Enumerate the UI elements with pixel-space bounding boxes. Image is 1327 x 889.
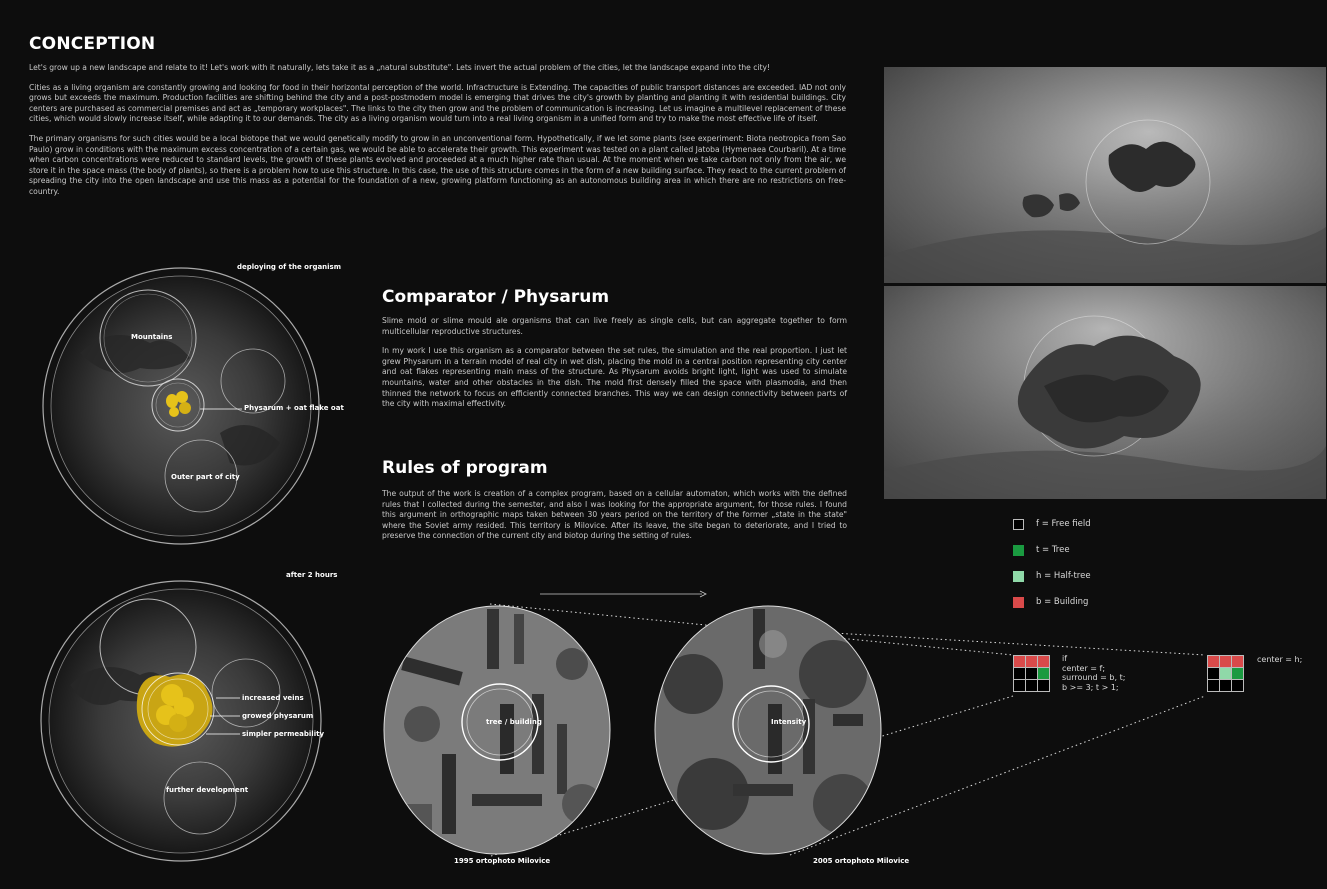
legend-swatch-tree [1013,545,1024,556]
grid2-cell [1232,656,1243,667]
aerial-image-top [884,67,1326,283]
legend-item-free: f = Free field [1013,511,1091,537]
legend-item-building: b = Building [1013,589,1091,615]
grid2-cell [1232,668,1243,679]
grid1-cell [1026,656,1037,667]
comparator-paragraph-2: In my work I use this organism as a comparator between the set rules, the simulation and the real proportion. I just let grew Physarum in a terrain model of real city in wet dish, placing the mold in a central position representing city center and oat flakes representing main mass of the structure. As Physarum avoids bright light, light was used to simulate mountains, water and other obstacles in the dish. The mold first densely filled the space with plasmodia, and then thinned the network to focus on efficiently connected branches. This way we can design connectivity between parts of the city with maximal effectivity. [382,346,847,409]
grid1-cell [1038,656,1049,667]
ortho-2005-label: Intensity [771,718,807,726]
dish2-label-permeability: simpler permeability [242,730,325,738]
comparator-text [382,316,847,410]
dish1-label-outer-city: Outer part of city [171,473,240,481]
rules-paragraph-1: The output of the work is creation of a complex program, based on a cellular automaton, which works with the defined rules that I collected during the semester, and also I was looking for the appropriate argument, for those rules. I found this argument in orthographic maps taken between 30 years period on the territory of the former „state in the state" where the Soviet army resided. This territory is Milovice. After its leave, the site began to deteriorate, and I tried to preserve the connection of the current city and biotop during the setting of rules. [382,489,847,541]
legend-item-half-tree: h = Half-tree [1013,563,1091,589]
rule-grid-1 [1013,655,1050,692]
aerial-bottom-overlay [884,286,1326,499]
grid1-cell [1038,680,1049,691]
comparator-paragraph-1: Slime mold or slime mould ale organisms that can live freely as single cells, but can aggregate together to form multicellular reproductive structures. [382,316,847,336]
conception-paragraph-3: The primary organisms for such cities would be a local biotope that we would genetically modify to grow in an unconventional form. Hypothetically, if we let some plants (see experiment: Biota neotropica from Sao Paulo) grow in conditions with the maximum excess concentration of a certain gas, we would be able to accelerate their growth. This experiment was tested on a plant called Jatoba (Hymenaea Courbaril). At a time when carbon concentrations were reduced to standard levels, the growth of these plants evolved and proceeded at a much higher rate than usual. At the moment when we take carbon not only from the air, we store it in the space mass (the body of plants), so there is a problem how to use this structure. In this case, the use of this structure comes in the form of a new building surface. They react to the current problem of spreading the city into the open landscape and use this mass as a potential for the foundation of a new, growing platform functioning as an autonomous building area in which there are no restrictions on free-country. [29,133,846,196]
grid1-cell [1014,668,1025,679]
conception-text [29,63,846,198]
legend-item-tree: t = Tree [1013,537,1091,563]
rules-title: Rules of program [382,458,548,478]
dish2-heading: after 2 hours [286,571,338,579]
grid1-cell [1026,680,1037,691]
dish2-label-veins: increased veins [242,694,304,702]
grid1-cell [1038,668,1049,679]
legend [1013,511,1091,615]
rules-text [382,489,847,542]
grid1-cell [1014,680,1025,691]
grid2-cell [1220,668,1231,679]
rule-2-code: center = h; [1257,655,1303,664]
conception-title: CONCEPTION [29,34,156,54]
aerial-top-overlay [884,67,1326,283]
ortho-1995-caption: 1995 ortophoto Milovice [454,857,551,865]
dish1-label-physarum: Physarum + oat flake oat [244,404,344,412]
comparator-title: Comparator / Physarum [382,287,610,307]
grid1-cell [1026,668,1037,679]
dish2-label-growed: growed physarum [242,712,314,720]
arrow-right-icon [540,589,710,599]
rule-1-code: if center = f; surround = b, t; b >= 3; t > 1; [1062,654,1126,692]
grid2-cell [1220,680,1231,691]
dish2-label-further: further development [166,786,249,794]
grid2-cell [1208,656,1219,667]
ortho-1995 [382,604,612,856]
grid2-cell [1208,668,1219,679]
rule-grid-2 [1207,655,1244,692]
grid1-cell [1014,656,1025,667]
grid2-cell [1232,680,1243,691]
dish1-heading: deploying of the organism [237,263,342,271]
aerial-image-bottom [884,286,1326,499]
ortho-1995-label: tree / building [486,718,542,726]
legend-swatch-building [1013,597,1024,608]
legend-swatch-half-tree [1013,571,1024,582]
dish1-label-mountains: Mountains [131,333,173,341]
conception-paragraph-1: Let's grow up a new landscape and relate to it! Let's work with it naturally, lets take it as a „natural substitute". Lets invert the actual problem of the cities, let the landscape expand into the city! [29,63,771,72]
petri-dish-2 [20,575,342,865]
legend-swatch-free [1013,519,1024,530]
ortho-2005 [653,604,883,856]
ortho-2005-caption: 2005 ortophoto Milovice [813,857,910,865]
grid2-cell [1220,656,1231,667]
conception-paragraph-2: Cities as a living organism are constantly growing and looking for food in their horizontal perception of the world. Infractructure is Extending. The capacities of public transport distances are exceeded. IAD not only grows but exceeds the maximum. Production facilities are shifting behind the city and a post-postmodern model is emerging that drives the city's growth by planting and planting it with residential buildings. City centers are purchased as commercial premises and act as „temporary workplaces". The links to the city then grow and the problem of communication is increasing. Let us imagine a multilevel replacement of these cities, which would slowly increase itself, while adapting it to our demands. The city as a living organism would turn into a real living organism in a unified form and try to make the most effective life of itself. [29,82,846,124]
grid2-cell [1208,680,1219,691]
